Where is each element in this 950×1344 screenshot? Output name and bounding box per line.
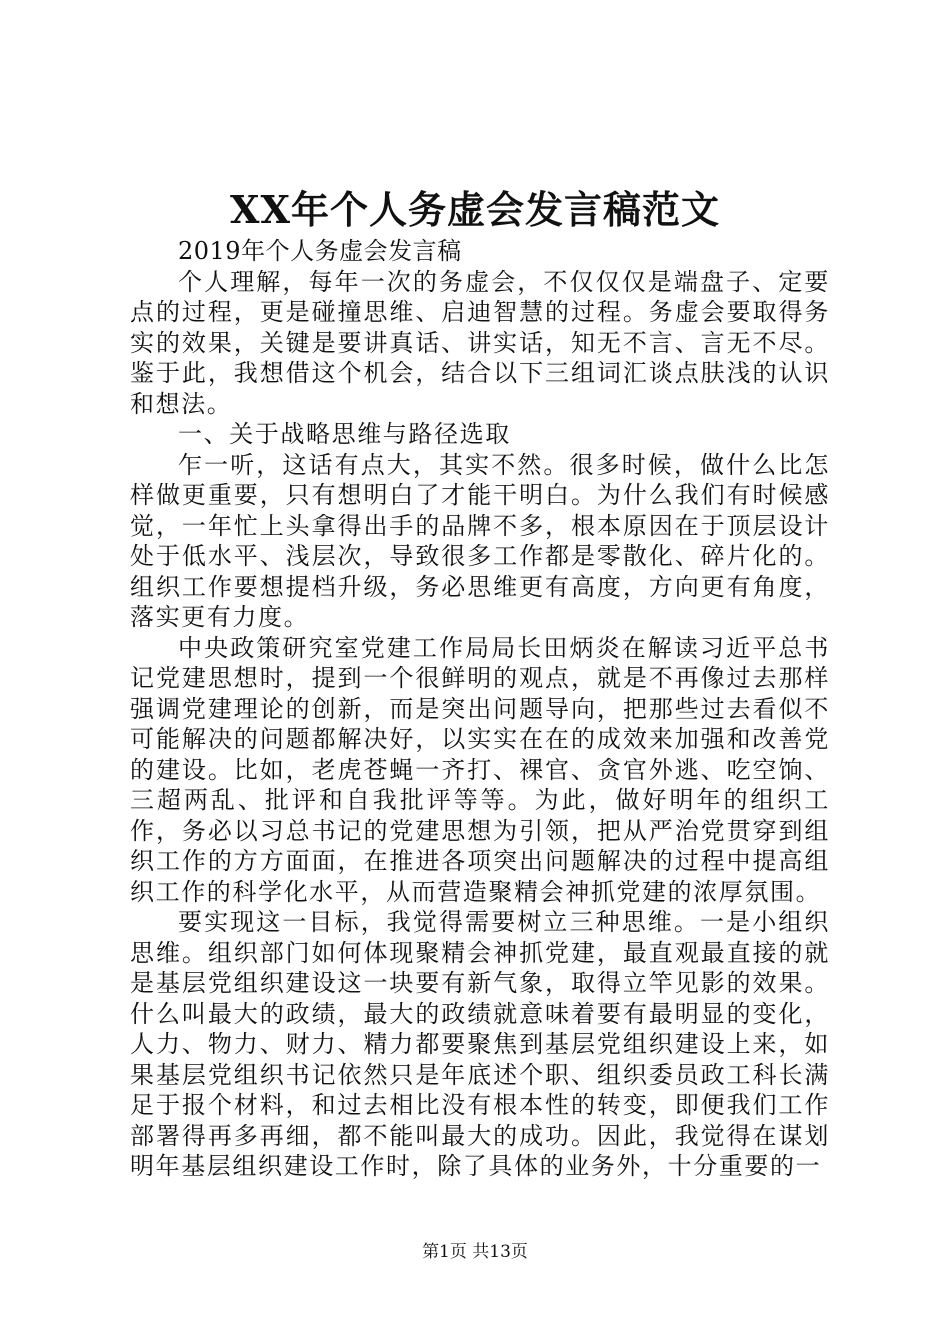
section-heading: 一、关于战略思维与路径选取: [178, 420, 511, 448]
paragraph: 乍一听，这话有点大，其实不然。很多时候，做什么比怎样做更重要，只有想明白了才能干明白。为什么我们有时候感觉，一年忙上头拿得出手的品牌不多，根本原因在于顶层设计处于低水平、浅层次，导致很多工作都是零散化、碎片化的。组织工作要想提档升级，务必思维更有高度，方向更有角度，落实更有力度。: [130, 450, 830, 631]
document-subtitle: 2019年个人务虚会发言稿: [178, 237, 462, 265]
document-title: XX年个人务虚会发言稿范文: [230, 187, 720, 232]
paragraph: 中央政策研究室党建工作局局长田炳炎在解读习近平总书记党建思想时，提到一个很鲜明的观点，就是不再像过去那样强调党建理论的创新，而是突出问题导向，把那些过去看似不可能解决的问题都解决好，以实实在在的成效来加强和改善党的建设。比如，老虎苍蝇一齐打、裸官、贪官外逃、吃空饷、三超两乱、批评和自我批评等等。为此，做好明年的组织工作，务必以习总书记的党建思想为引领，把从严治党贯穿到组织工作的方方面面，在推进各项突出问题解决的过程中提高组织工作的科学化水平，从而营造聚精会神抓党建的浓厚氛围。: [130, 633, 830, 906]
document-body: [130, 236, 830, 1182]
paragraph-intro: 个人理解，每年一次的务虚会，不仅仅仅是端盘子、定要点的过程，更是碰撞思维、启迪智慧的过程。务虚会要取得务实的效果，关键是要讲真话、讲实话，知无不言、言无不尽。鉴于此，我想借这个机会，结合以下三组词汇谈点肤浅的认识和想法。: [130, 267, 830, 418]
paragraph: 要实现这一目标，我觉得需要树立三种思维。一是小组织思维。组织部门如何体现聚精会神抓党建，最直观最直接的就是基层党组织建设这一块要有新气象，取得立竿见影的效果。什么叫最大的政绩，最大的政绩就意味着要有最明显的变化，人力、物力、财力、精力都要聚焦到基层党组织建设上来，如果基层党组织书记依然只是年底述个职、组织委员政工科长满足于报个材料，和过去相比没有根本性的转变，即便我们工作部署得再多再细，都不能叫最大的成功。因此，我觉得在谋划明年基层组织建设工作时，除了具体的业务外，十分重要的一: [130, 908, 830, 1180]
page-footer: 第1页 共13页: [422, 1242, 528, 1262]
